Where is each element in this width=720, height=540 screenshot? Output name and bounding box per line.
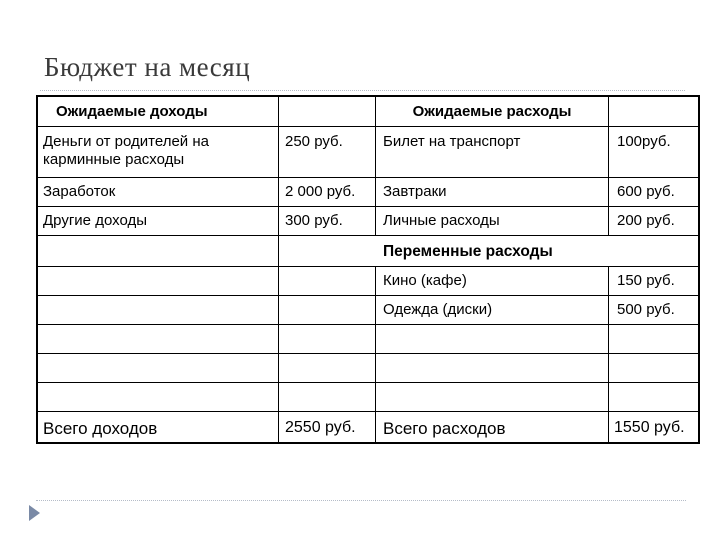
variable-expense-label: Одежда (диски) xyxy=(383,301,493,318)
row-divider xyxy=(38,382,698,383)
row-divider xyxy=(38,324,698,325)
expense-label: Личные расходы xyxy=(383,212,500,229)
column-divider xyxy=(278,97,279,442)
column-divider xyxy=(608,97,609,235)
expense-label: Завтраки xyxy=(383,183,447,200)
income-value: 2 000 руб. xyxy=(285,183,356,200)
column-divider xyxy=(608,266,609,442)
column-divider xyxy=(375,266,376,442)
total-income-value: 2550 руб. xyxy=(285,419,356,436)
header-income: Ожидаемые доходы xyxy=(56,103,208,120)
footer-divider xyxy=(36,500,686,501)
income-value: 250 руб. xyxy=(285,133,343,150)
variable-expenses-header: Переменные расходы xyxy=(383,243,553,260)
variable-expense-label: Кино (кафе) xyxy=(383,272,467,289)
row-divider xyxy=(38,266,698,267)
title-divider xyxy=(40,90,685,91)
income-value: 300 руб. xyxy=(285,212,343,229)
expense-label: Билет на транспорт xyxy=(383,133,521,150)
budget-table xyxy=(36,95,700,444)
income-label xyxy=(39,133,213,169)
bullet-arrow-icon xyxy=(29,505,40,521)
income-label: Другие доходы xyxy=(43,212,147,229)
total-expense-label: Всего расходов xyxy=(383,419,506,438)
row-divider xyxy=(38,206,698,207)
row-divider xyxy=(38,411,698,412)
total-expense-value: 1550 руб. xyxy=(614,419,685,436)
income-label-line1: Деньги от родителей на xyxy=(43,133,209,150)
header-expenses: Ожидаемые расходы xyxy=(412,103,572,120)
income-label-line2: карминные расходы xyxy=(43,151,185,168)
slide-title: Бюджет на месяц xyxy=(44,52,251,82)
variable-expense-value: 500 руб. xyxy=(617,301,675,318)
row-divider xyxy=(38,126,698,127)
row-divider xyxy=(38,295,698,296)
expense-value: 200 руб. xyxy=(617,212,675,229)
row-divider xyxy=(38,353,698,354)
total-income-label: Всего доходов xyxy=(43,419,158,438)
income-label: Заработок xyxy=(43,183,116,200)
expense-value: 100руб. xyxy=(617,133,671,150)
expense-value: 600 руб. xyxy=(617,183,675,200)
row-divider xyxy=(38,235,698,236)
variable-expense-value: 150 руб. xyxy=(617,272,675,289)
row-divider xyxy=(38,177,698,178)
